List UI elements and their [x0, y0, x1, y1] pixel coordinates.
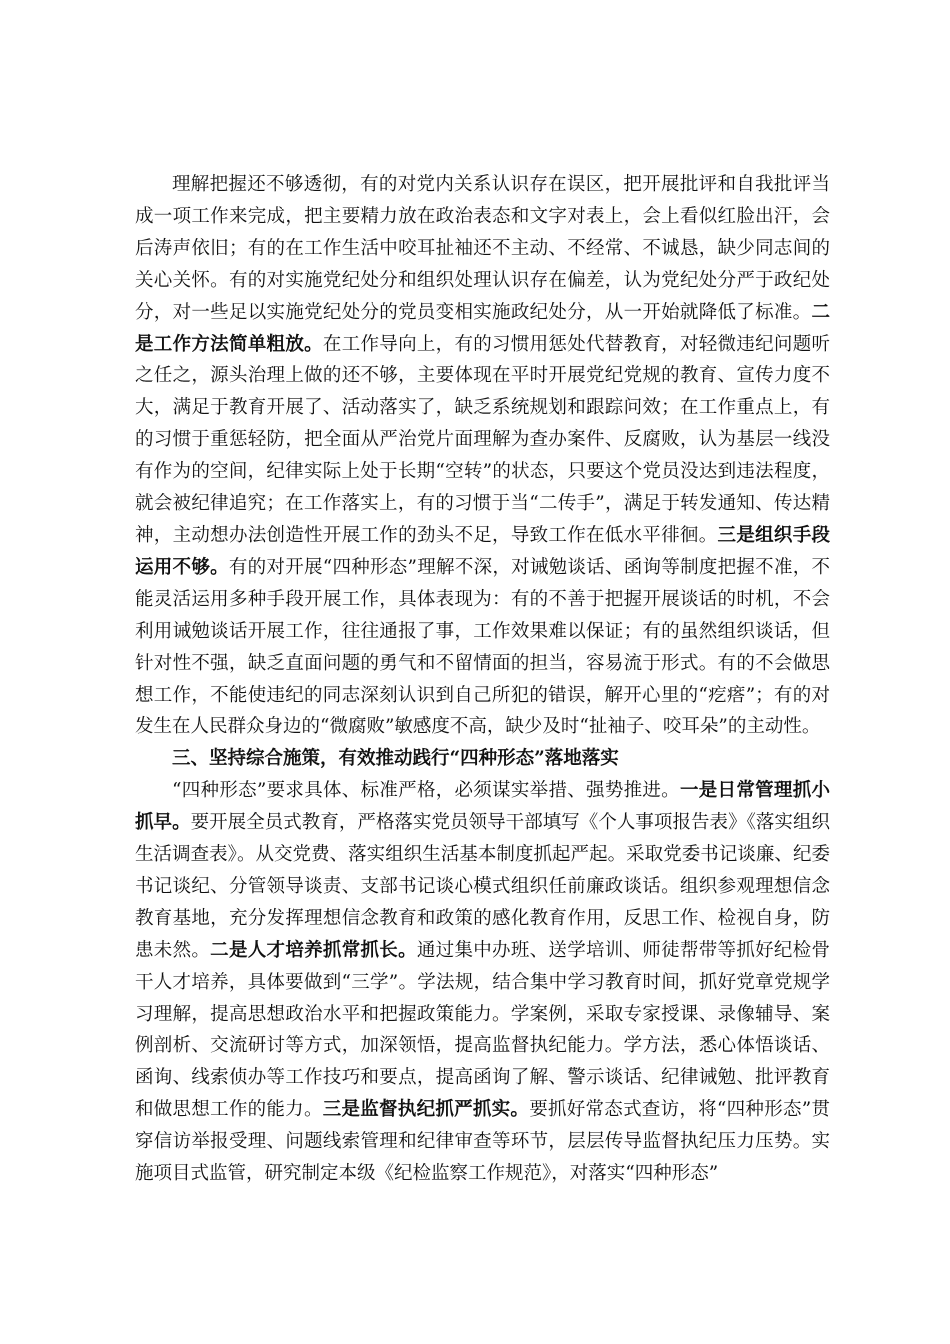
document-body	[135, 169, 830, 1190]
text-segment: 理解把握还不够透彻，有的对党内关系认识存在误区，把开展批评和自我批评当成一项工作来完成，把主要精力放在政治表态和文字对表上，会上看似红脸出汗，会后涛声依旧；有的在工作生活中咬耳扯袖还不主动、不经常、不诚恳，缺少同志间的关心关怀。有的对实施党纪处分和组织处理认识存在偏差，认为党纪处分严于政纪处分，对一些足以实施党纪处分的党员变相实施政纪处分，从一开始就降低了标准。	[135, 174, 830, 323]
text-segment: 要开展全员式教育，严格落实党员领导干部填写《个人事项报告表》《落实组织生活调查表》。从交党费、落实组织生活基本制度抓起严起。采取党委书记谈廉、纪委书记谈纪、分管领导谈责、支部书记谈心模式组织任前廉政谈话。组织参观理想信念教育基地，充分发挥理想信念教育和政策的感化教育作用，反思工作、检视自身，防患未然。	[135, 812, 830, 961]
text-segment: 在工作导向上，有的习惯用惩处代替教育，对轻微违纪问题听之任之，源头治理上做的还不够，主要体现在平时开展党纪党规的教育、宣传力度不大，满足于教育开展了、活动落实了，缺乏系统规划和跟踪问效；在工作重点上，有的习惯于重惩轻防，把全面从严治党片面理解为查办案件、反腐败，认为基层一线没有作为的空间，纪律实际上处于长期“空转”的状态，只要这个党员没达到违法程度，就会被纪律追究；在工作落实上，有的习惯于当“二传手”，满足于转发通知、传达精神，主动想办法创造性开展工作的劲头不足，导致工作在低水平徘徊。	[135, 333, 830, 546]
bold-phrase-talent-training: 二是人才培养抓常抓长。	[210, 939, 417, 961]
text-segment: “四种形态”要求具体、标准严格，必须谋实举措、强势推进。	[172, 780, 680, 802]
body-paragraph-2	[135, 775, 830, 1190]
text-segment: 有的对开展“四种形态”理解不深，对诫勉谈话、函询等制度把握不准，不能灵活运用多种手段开展工作，具体表现为：有的不善于把握开展谈话的时机，不会利用诫勉谈话开展工作，往往通报了事，工作效果难以保证；有的虽然组织谈话，但针对性不强，缺乏直面问题的勇气和不留情面的担当，容易流于形式。有的不会做思想工作，不能使违纪的同志深刻认识到自己所犯的错误，解开心里的“疙瘩”；有的对发生在人民群众身边的“微腐败”敏感度不高，缺少及时“扯袖子、咬耳朵”的主动性。	[135, 556, 830, 738]
bold-phrase-supervision: 三是监督执纪抓严抓实。	[322, 1099, 530, 1121]
body-paragraph-1	[135, 169, 830, 743]
section-heading-3	[135, 743, 830, 775]
heading-text: 三、坚持综合施策，有效推动践行“四种形态”落地落实	[172, 748, 619, 770]
text-segment: 要抓好常态式查访，将“四种形态”贯穿信访举报受理、问题线索管理和纪律审查等环节，层层传导监督执纪压力压势。实施项目式监管，研究制定本级《纪检监察工作规范》，对落实“四种形态”	[135, 1099, 830, 1185]
bold-phrase-daily-management: 一是日常管理抓小抓早。	[135, 780, 830, 834]
text-segment: 通过集中办班、送学培训、师徒帮带等抓好纪检骨干人才培养，具体要做到“三学”。学法规，结合集中学习教育时间，抓好党章党规学习理解，提高思想政治水平和把握政策能力。学案例，采取专家授课、录像辅导、案例剖析、交流研讨等方式，加深领悟，提高监督执纪能力。学方法，悉心体悟谈话、函询、线索侦办等工作技巧和要点，提高函询了解、警示谈话、纪律诫勉、批评教育和做思想工作的能力。	[135, 939, 830, 1121]
bold-phrase-work-method: 二是工作方法简单粗放。	[135, 301, 830, 355]
bold-phrase-org-means: 三是组织手段运用不够。	[135, 524, 830, 578]
